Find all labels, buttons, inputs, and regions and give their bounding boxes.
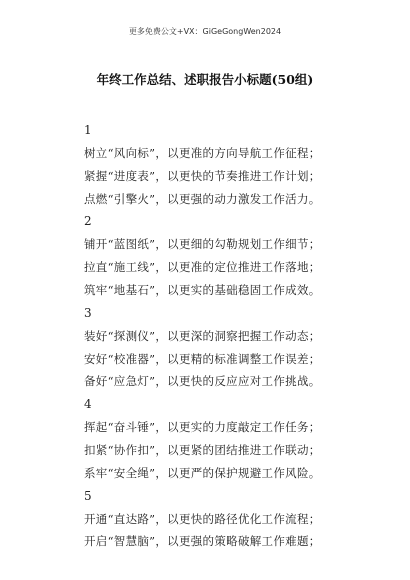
subtitle-line: 铺开“蓝图纸”，以更细的勾勒规划工作细节； [84, 237, 321, 252]
subtitle-line: 筑牢“地基石”，以更实的基础稳固工作成效。 [84, 282, 321, 297]
subtitle-line: 点燃“引擎火”，以更强的动力激发工作活力。 [84, 191, 321, 206]
subtitle-line: 挥起“奋斗锤”，以更实的力度敲定工作任务； [84, 420, 321, 435]
subtitle-line: 装好“探测仪”，以更深的洞察把握工作动态； [84, 328, 321, 343]
title-group-4 [84, 393, 384, 484]
group-number: 4 [84, 397, 92, 412]
title-group-5 [84, 485, 384, 554]
subtitle-line: 开通“直达路”，以更快的路径优化工作流程； [84, 511, 321, 526]
subtitle-line: 拉直“施工线”，以更准的定位推进工作落地； [84, 260, 321, 275]
document-body [84, 119, 384, 553]
subtitle-line: 开启“智慧脑”，以更强的策略破解工作难题； [84, 534, 321, 549]
header-note: 更多免费公文+VX：GiGeGongWen2024 [128, 27, 282, 36]
subtitle-line: 扣紧“协作扣”，以更紧的团结推进工作联动； [84, 442, 321, 457]
group-number: 1 [84, 123, 92, 137]
subtitle-line: 系牢“安全绳”，以更严的保护规避工作风险。 [84, 465, 321, 480]
group-number: 3 [84, 305, 92, 320]
title-group-2 [84, 210, 384, 301]
document-title: 年终工作总结、述职报告小标题(50组) [96, 72, 314, 87]
subtitle-line: 树立“风向标”，以更准的方向导航工作征程； [84, 146, 321, 160]
title-group-1 [84, 119, 384, 210]
subtitle-line: 备好“应急灯”，以更快的反应应对工作挑战。 [84, 374, 321, 389]
group-number: 5 [84, 488, 92, 503]
title-group-3 [84, 302, 384, 393]
subtitle-line: 安好“校准器”，以更精的标准调整工作误差； [84, 351, 321, 366]
group-number: 2 [84, 214, 92, 229]
subtitle-line: 紧握“进度表”，以更快的节奏推进工作计划； [84, 168, 321, 183]
